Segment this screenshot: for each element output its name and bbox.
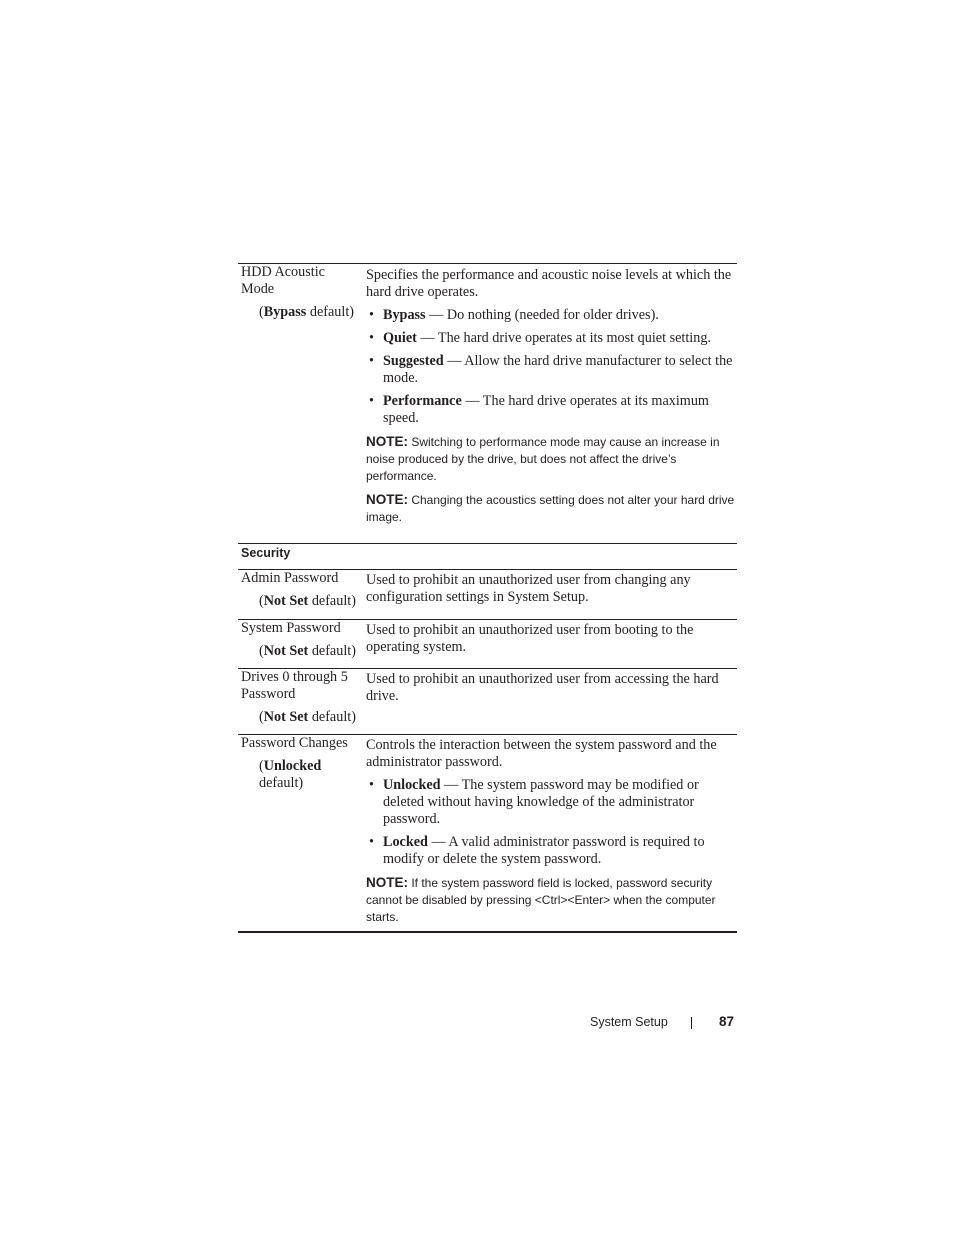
- default-value-suffix: default): [308, 593, 356, 609]
- list-item: [366, 330, 737, 347]
- option-text: — Do nothing (needed for older drives).: [425, 307, 659, 323]
- option-name: Unlocked: [383, 777, 441, 793]
- note-label: NOTE:: [366, 434, 408, 449]
- settings-table: [238, 263, 737, 933]
- note-text: Changing the acoustics setting does not alter your hard drive image.: [366, 493, 735, 524]
- table-row-drives-password: [238, 669, 737, 735]
- option-name: Locked: [383, 834, 428, 850]
- default-value: (Unlocked default): [259, 758, 322, 791]
- default-value-bold: Not Set: [263, 593, 309, 609]
- setting-name: Drives 0 through 5 Password: [241, 669, 348, 702]
- setting-description: Used to prohibit an unauthorized user from booting to the operating system.: [366, 622, 694, 655]
- table-row-password-changes: [238, 735, 737, 932]
- default-value: (Not Set default): [259, 709, 356, 725]
- bullet-icon: •: [369, 834, 374, 850]
- default-value-bold: Bypass: [263, 304, 307, 320]
- default-value-suffix: default): [306, 304, 354, 320]
- option-text: — Allow the hard drive manufacturer to select the mode.: [383, 353, 733, 386]
- option-text: — The hard drive operates at its most quiet setting.: [416, 330, 711, 346]
- default-value: (Not Set default): [259, 643, 356, 659]
- option-text: — The hard drive operates at its maximum speed.: [383, 393, 709, 426]
- table-row-system-password: [238, 620, 737, 669]
- footer-section-title: System Setup: [590, 1015, 668, 1029]
- page-number: 87: [719, 1014, 735, 1029]
- setting-name: Password Changes: [241, 735, 348, 751]
- table-bottom-rule: [238, 932, 737, 933]
- setting-description: Used to prohibit an unauthorized user from changing any configuration settings in System Setup.: [366, 572, 691, 605]
- bullet-icon: •: [369, 353, 374, 369]
- default-value-suffix: default): [259, 775, 304, 791]
- default-value: (Not Set default): [259, 593, 356, 609]
- note: [366, 874, 737, 926]
- bullet-icon: •: [369, 777, 374, 793]
- setting-name: HDD Acoustic Mode: [241, 264, 325, 297]
- option-list: [366, 307, 737, 427]
- list-item: [366, 393, 737, 427]
- default-value-suffix: default): [308, 643, 356, 659]
- option-text: — A valid administrator password is required to modify or delete the system password.: [383, 834, 705, 867]
- setting-description: Specifies the performance and acoustic noise levels at which the hard drive operates.: [366, 267, 732, 300]
- setting-name: Admin Password: [241, 570, 339, 586]
- note-label: NOTE:: [366, 492, 408, 507]
- table-row-hdd-acoustic-mode: [238, 264, 737, 544]
- note-text: Switching to performance mode may cause an increase in noise produced by the drive, but does not affect the drive’s performance.: [366, 435, 720, 483]
- default-value-suffix: default): [308, 709, 356, 725]
- setting-description: Used to prohibit an unauthorized user from accessing the hard drive.: [366, 671, 719, 704]
- section-heading-security: Security: [238, 544, 737, 570]
- list-item: [366, 307, 737, 324]
- setting-description: Controls the interaction between the system password and the administrator password.: [366, 737, 717, 770]
- list-item: [366, 777, 737, 828]
- bullet-icon: •: [369, 393, 374, 409]
- list-item: [366, 353, 737, 387]
- option-list: [366, 777, 737, 868]
- note: [366, 491, 737, 526]
- default-value: (Bypass default): [259, 304, 354, 320]
- option-name: Performance: [383, 393, 462, 409]
- bullet-icon: •: [369, 307, 374, 323]
- bullet-icon: •: [369, 330, 374, 346]
- table-row-admin-password: [238, 570, 737, 620]
- option-name: Bypass: [383, 307, 426, 323]
- setting-name: System Password: [241, 620, 341, 636]
- option-name: Quiet: [383, 330, 417, 346]
- default-value-bold: Not Set: [263, 709, 309, 725]
- note-label: NOTE:: [366, 875, 408, 890]
- note-text: If the system password field is locked, password security cannot be disabled by pressing <Ctrl><Enter> when the computer starts.: [366, 876, 716, 924]
- option-name: Suggested: [383, 353, 444, 369]
- default-value-bold: Unlocked: [263, 758, 322, 774]
- list-item: [366, 834, 737, 868]
- default-value-bold: Not Set: [263, 643, 309, 659]
- option-text: — The system password may be modified or deleted without having knowledge of the administrator password.: [383, 777, 699, 827]
- note: [366, 433, 737, 485]
- footer-separator: [691, 1017, 692, 1029]
